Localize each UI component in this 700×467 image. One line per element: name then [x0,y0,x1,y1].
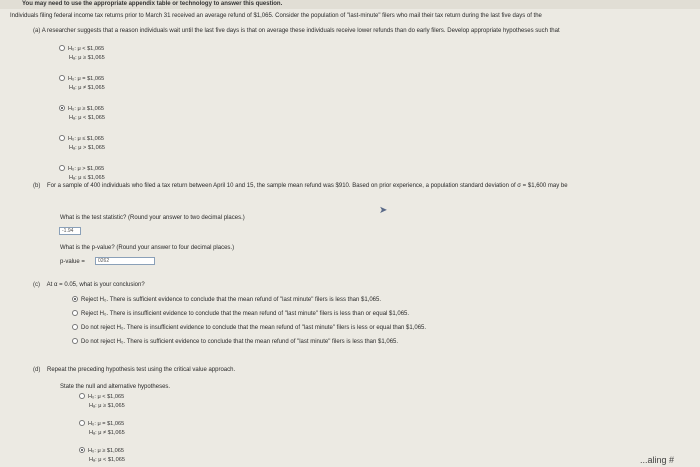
alternative-hypothesis: Hₐ: μ ≥ $1,065 [69,55,105,61]
part-b-question [33,183,568,189]
part-d-option-1[interactable] [79,393,124,400]
p-value-question: What is the p-value? (Round your answer to four decimal places.) [60,245,235,251]
radio-button-icon[interactable] [72,338,78,344]
alternative-hypothesis: Hₐ: μ ≥ $1,065 [89,403,125,409]
radio-button-icon[interactable] [79,447,85,453]
part-d-option-3[interactable] [79,447,124,454]
alternative-hypothesis: Hₐ: μ ≤ $1,065 [69,175,105,181]
part-b-label: (b) [33,183,41,189]
mouse-cursor-icon: ➤ [379,205,388,216]
conclusion-text: Do not reject H₀. There is insufficient evidence to conclude that the mean refund of "last minute" filers is less or equal than $1,065. [81,325,427,331]
radio-button-icon[interactable] [79,420,85,426]
part-a-option-4[interactable] [59,135,104,142]
part-c-text: At α = 0.05, what is your conclusion? [46,282,145,288]
part-d-question [33,367,235,373]
part-c-option-2[interactable] [72,310,409,317]
part-c-question [33,282,145,288]
part-a-option-2[interactable] [59,75,104,82]
null-hypothesis: H₀: μ ≤ $1,065 [68,136,104,142]
radio-button-icon[interactable] [59,165,65,171]
alternative-hypothesis: Hₐ: μ ≠ $1,065 [69,85,105,91]
p-value-label: p-value = [60,259,85,265]
alternative-hypothesis: Hₐ: μ > $1,065 [69,145,105,151]
part-a-option-5[interactable] [59,165,104,172]
instruction-text: You may need to use the appropriate appendix table or technology to answer this question. [22,1,283,7]
part-d-label: (d) [33,367,41,373]
part-a-option-3[interactable] [59,105,104,112]
part-c-label: (c) [33,282,40,288]
radio-button-icon[interactable] [72,310,78,316]
part-d-text: Repeat the preceding hypothesis test using the critical value approach. [47,367,236,373]
null-hypothesis: H₀: μ ≥ $1,065 [88,448,124,454]
null-hypothesis: H₀: μ = $1,065 [68,76,105,82]
part-c-option-1[interactable] [72,296,381,303]
part-a-text: A researcher suggests that a reason individuals wait until the last five days is that on average these individuals receive lower refunds than do early filers. Develop appropriate hypotheses such that [41,28,560,34]
alternative-hypothesis: Hₐ: μ ≠ $1,065 [89,430,125,436]
part-a-option-1[interactable] [59,45,104,52]
problem-intro: Individuals filing federal income tax returns prior to March 31 received an average refund of $1,065. Consider the population of "last-minute" filers who mail their tax return during the last five days of the [10,13,542,19]
conclusion-text: Reject H₀. There is sufficient evidence to conclude that the mean refund of "last minute" filers is less than $1,065. [81,297,382,303]
watermark-logo: ...aling # [640,455,675,465]
radio-button-icon[interactable] [59,105,65,111]
null-hypothesis: H₀: μ < $1,065 [68,46,105,52]
p-value-input[interactable]: 0262 [95,257,155,265]
radio-button-icon[interactable] [72,324,78,330]
null-hypothesis: H₀: μ ≥ $1,065 [68,106,104,112]
radio-button-icon[interactable] [79,393,85,399]
part-d-option-2[interactable] [79,420,124,427]
test-statistic-question: What is the test statistic? (Round your answer to two decimal places.) [60,215,245,221]
test-statistic-input[interactable]: -1.94 [59,227,81,235]
part-d-subtext: State the null and alternative hypotheses. [60,384,171,390]
conclusion-text: Do not reject H₀. There is sufficient evidence to conclude that the mean refund of "last minute" filers is less than $1,065. [81,339,399,345]
instruction-header [0,0,700,9]
conclusion-text: Reject H₀. There is insufficient evidence to conclude that the mean refund of "last minute" filers is less than or equal $1,065. [81,311,410,317]
null-hypothesis: H₀: μ < $1,065 [88,394,125,400]
radio-button-icon[interactable] [59,135,65,141]
radio-button-icon[interactable] [72,296,78,302]
radio-button-icon[interactable] [59,45,65,51]
alternative-hypothesis: Hₐ: μ < $1,065 [89,457,125,463]
null-hypothesis: H₀: μ = $1,065 [88,421,125,427]
part-c-option-4[interactable] [72,338,398,345]
part-b-text: For a sample of 400 individuals who filed a tax return between April 10 and 15, the sample mean refund was $910. Based on prior experience, a population standard deviation of σ = $1,600 may be [47,183,568,189]
part-a-question [33,28,560,34]
part-a-label: (a) [33,28,41,34]
alternative-hypothesis: Hₐ: μ < $1,065 [69,115,105,121]
radio-button-icon[interactable] [59,75,65,81]
null-hypothesis: H₀: μ > $1,065 [68,166,105,172]
part-c-option-3[interactable] [72,324,426,331]
